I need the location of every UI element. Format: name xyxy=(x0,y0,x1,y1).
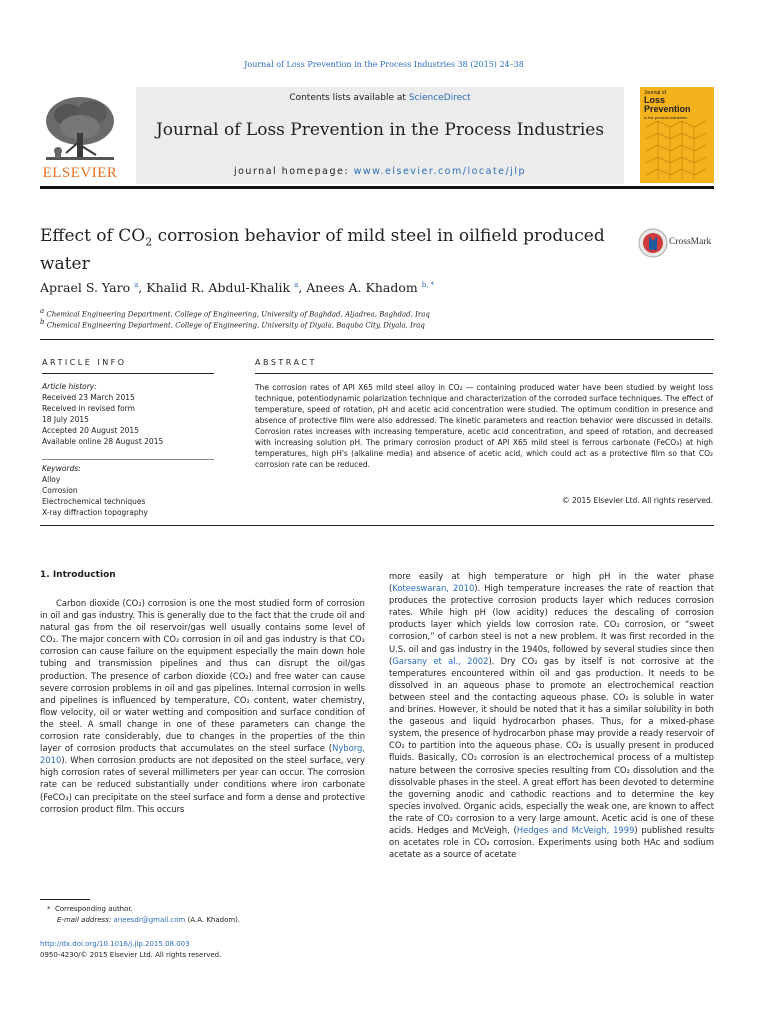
keyword-item: Alloy xyxy=(42,475,61,484)
elsevier-logo xyxy=(40,93,120,181)
footnote-rule xyxy=(40,899,90,900)
contents-available xyxy=(136,93,624,103)
author-affil-sup[interactable]: a xyxy=(134,280,139,289)
article-history xyxy=(42,381,214,447)
history-item: Received 23 March 2015 xyxy=(42,393,135,402)
citation-link[interactable]: Koteeswaran, 2010 xyxy=(392,583,475,594)
email-link[interactable]: aneesdr@gmail.com xyxy=(113,916,186,924)
affiliation-text: Chemical Engineering Department, College of Engineering, University of Diyala, Baquba City, Diyala, Iraq xyxy=(46,321,425,330)
text-run: ). High temperature increases the rate of reaction that produces the protective corrosion products layer which reduces corrosion rates. While high pH (low acidity) reduces the descaling of corrosion products layer which yields low corrosion rate. CO₂ corrosion, or “sweet corrosion,” of carbon steel is not a new problem. It was first recorded in the U.S. oil and gas industry in the 1940s, followed by several studies since then ( xyxy=(389,583,714,666)
author-separator: , xyxy=(298,280,307,295)
history-label: Article history: xyxy=(42,382,97,391)
text-run: ) published results on acetates role in CO₂ corrosion. Experiments using both HAc and sodium acetate as a source of acetate xyxy=(389,824,714,860)
author-list xyxy=(40,280,434,295)
keyword-item: Corrosion xyxy=(42,486,78,495)
journal-title: Journal of Loss Prevention in the Process Industries xyxy=(155,120,605,140)
author-name: Khalid R. Abdul-Khalik xyxy=(146,280,291,295)
abstract-text: The corrosion rates of API X65 mild steel alloy in CO₂ — containing produced water have been studied by weight loss technique, potentiodynamic polarization technique and characterization of the corroded surface techniques. The effect of temperature, speed of rotation, pH and acetic acid concentration were studied. The optimum condition in presence and absence of protective film were also addressed. The kinetic parameters and reaction behavior were discussed in details. Corrosion rates increases with increasing temperature, acetic acid concentration, and speed of rotation, and decreased with increasing solution pH. The primary corrosion product of API X65 mild steel is ferrous carbonate (FeCO₃) at high temperatures, high pH's (alkaline media) and absence of acetic acid, which could act as a protective film so that CO₂ corrosion rate can be reduced. xyxy=(255,383,713,469)
corresponding-footnote xyxy=(47,904,240,926)
keyword-item: X-ray diffraction topography xyxy=(42,508,148,517)
affiliation-a xyxy=(40,307,430,318)
affiliation-sup: b xyxy=(40,318,45,326)
text-run: ). Dry CO₂ gas by itself is not corrosive at the temperatures encountered within oil and gas production. It needs to be dissolved in an aqueous phase to promote an electrochemical reaction between steel and the contacting aqueous phase. CO₂ is soluble in water and brines. However, it should be noted that it has a similar solubility in both the gaseous and liquid hydrocarbon phases. Thus, for a mixed-phase system, the presence of hydrocarbon phase may provide a ready reservoir of CO₂ to partition into the aqueous phase. CO₂ is usually present in produced fluids. Basically, CO₂ corrosion is an electrochemical process of a multistep nature between the corrosive species resulting from CO₂ dissolution and the dissolvable phases in the steel. A great effort has been devoted to determine the governing anodic and cathodic reactions and to determine the key species involved. Organic acids, especially the weak one, are known to affect the rate of CO₂ corrosion to a very large amount. Acetic acid is one of these acids. Hedges and McVeigh, ( xyxy=(389,655,714,835)
crossmark-label: CrossMark xyxy=(669,237,712,247)
crossmark-badge[interactable] xyxy=(638,228,718,258)
cover-line3: Prevention xyxy=(644,104,691,114)
doi-link[interactable]: http://dx.doi.org/10.1016/j.jlp.2015.08.003 xyxy=(40,940,190,948)
email-label: E-mail address: xyxy=(57,916,114,924)
cover-line1: Journal of xyxy=(644,90,666,96)
author-name: Anees A. Khadom xyxy=(306,280,418,295)
author-affil-sup[interactable]: b, * xyxy=(421,280,435,289)
affiliation-b xyxy=(40,318,425,329)
footnote-star: * xyxy=(47,905,51,913)
header-rule xyxy=(40,186,714,189)
article-title xyxy=(40,225,620,275)
paragraph xyxy=(40,597,365,815)
cover-line4: in the process industries xyxy=(644,115,688,120)
introduction-heading: 1. Introduction xyxy=(40,570,116,580)
affiliation-text: Chemical Engineering Department, College of Engineering, University of Baghdad, Aljadrea, Baghdad, Iraq xyxy=(46,310,430,319)
email-suffix: (A.A. Khadom). xyxy=(185,916,241,924)
cover-line2: Loss xyxy=(644,95,666,105)
homepage-prefix: journal homepage: xyxy=(233,166,354,177)
keywords xyxy=(42,463,214,518)
author-name: Aprael S. Yaro xyxy=(40,280,131,295)
text-run: more easily at high temperature or high pH in the water phase ( xyxy=(389,571,714,594)
text-run: Carbon dioxide (CO₂) corrosion is one the most studied form of corrosion in oil and gas industry. This is generally due to the fact that the crude oil and natural gas from the oil reservoir/gas well usually contains some level of CO₂. The major concern with CO₂ corrosion in oil and gas industry is that CO₂ corrosion can cause failure on the equipment especially the main down hole tubing and transmission pipelines and thus can disrupt the oil/gas production. The presence of carbon dioxide (CO₂) and free water can cause severe corrosion problems in oil and gas pipelines. Internal corrosion in wells and pipelines is influenced by temperature, CO₂ content, water chemistry, flow velocity, oil or water wetting and composition and surface condition of the steel. A small change in one of these parameters can change the corrosion rate considerably, due to changes in the properties of the thin layer of corrosion products that accumulates on the steel surface ( xyxy=(40,598,365,754)
author-separator: , xyxy=(138,280,147,295)
abstract-heading: ABSTRACT xyxy=(255,358,317,367)
body-column-left xyxy=(40,597,365,815)
keyword-item: Electrochemical techniques xyxy=(42,497,146,506)
abstract-copyright: © 2015 Elsevier Ltd. All rights reserved. xyxy=(562,496,713,505)
info-rule xyxy=(42,373,214,374)
footnote-text: Corresponding author. xyxy=(54,905,133,913)
crossmark-icon xyxy=(638,228,668,258)
doi-block xyxy=(40,939,221,961)
history-item: 18 July 2015 xyxy=(42,415,89,424)
citation-link[interactable]: Hedges and McVeigh, 1999 xyxy=(516,824,635,835)
title-part-2: corrosion behavior of mild steel in oilfield produced water xyxy=(40,226,605,275)
history-item: Received in revised form xyxy=(42,404,135,413)
affiliation-sup: a xyxy=(40,307,45,315)
elsevier-wordmark: ELSEVIER xyxy=(42,165,118,181)
citation-link[interactable]: Garsany et al., 2002 xyxy=(392,655,489,666)
article-info-heading: ARTICLE INFO xyxy=(42,358,127,367)
title-part-1: Effect of CO xyxy=(40,226,146,246)
journal-cover[interactable] xyxy=(640,87,714,183)
journal-homepage xyxy=(136,166,624,177)
body-column-right xyxy=(389,570,714,860)
author-affil-sup[interactable]: a xyxy=(294,280,299,289)
title-subscript: 2 xyxy=(145,235,153,249)
keywords-rule xyxy=(42,459,214,460)
history-item: Accepted 20 August 2015 xyxy=(42,426,139,435)
body-rule xyxy=(40,525,714,526)
text-run: ). When corrosion products are not deposited on the steel surface, very high corrosion rates of several millimeters per year can occur. The corrosion rate can be reduced substantially under conditions where iron carbonate (FeCO₃) can precipitate on the steel surface and form a dense and protective corrosion product film. This occurs xyxy=(40,755,365,814)
contents-prefix: Contents lists available at xyxy=(289,93,409,103)
homepage-link[interactable]: www.elsevier.com/locate/jlp xyxy=(353,166,527,177)
history-item: Available online 28 August 2015 xyxy=(42,437,164,446)
abstract-rule xyxy=(255,373,713,374)
sciencedirect-link[interactable]: ScienceDirect xyxy=(408,93,471,103)
issn-line: 0950-4230/© 2015 Elsevier Ltd. All rights reserved. xyxy=(40,951,222,959)
section-rule xyxy=(40,339,714,340)
citation-link[interactable]: Nyborg, 2010 xyxy=(40,743,365,766)
paragraph xyxy=(389,570,714,860)
journal-reference[interactable]: Journal of Loss Prevention in the Process Industries 38 (2015) 24–38 xyxy=(244,60,524,69)
keywords-label: Keywords: xyxy=(42,464,81,473)
